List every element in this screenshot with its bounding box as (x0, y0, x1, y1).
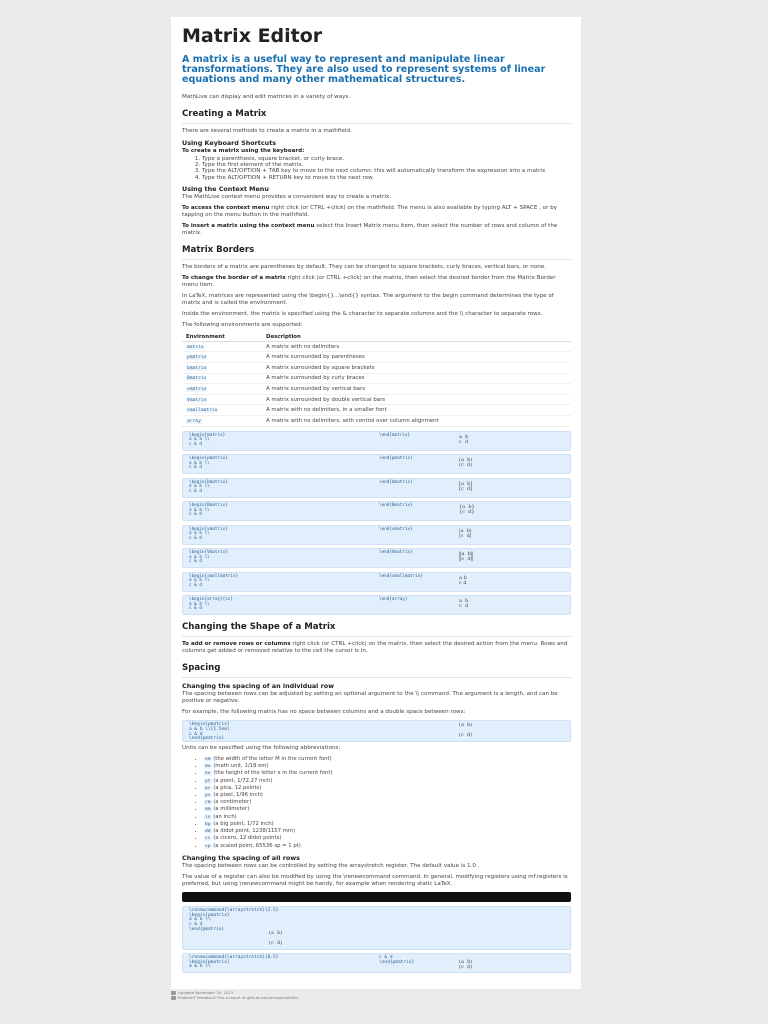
unit-code: pt (205, 778, 211, 784)
code-source: \begin{bmatrix} a & b \\ c & d (189, 479, 228, 494)
code-end: \end{Vmatrix} (379, 550, 413, 556)
list-item (204, 835, 571, 842)
environment-cell: bmatrix (182, 363, 262, 374)
rendered-matrix[interactable]: {a b} {c d} (459, 504, 475, 516)
rendered-matrix[interactable]: |a b| |c d| (459, 527, 472, 539)
units-intro: Units can be specified using the following abbreviations: (182, 745, 341, 752)
units-list (182, 756, 571, 850)
rendered-matrix[interactable]: (a b) (c d) (459, 457, 473, 469)
rendered-matrix[interactable]: [a b] [c d] (459, 480, 473, 492)
environment-cell: smallmatrix (182, 405, 262, 416)
unit-text: (a centimeter) (213, 799, 252, 806)
code-source: \begin{matrix} a & b \\ c & d (189, 432, 226, 447)
environment-cell: vmatrix (182, 384, 262, 395)
dark-bar (182, 892, 571, 902)
unit-text: (a big point, 1/72 inch) (213, 820, 274, 827)
unit-text: (a didot point, 1238/1157 mm) (213, 828, 296, 835)
shortcuts-label: To create a matrix using the keyboard: (182, 148, 305, 154)
feedback-text[interactable]: Problem? Feedback? File a report at github.com/arnog/mathlive (178, 995, 299, 1000)
environment-cell: Bmatrix (182, 373, 262, 384)
list-item (204, 778, 571, 785)
code-end: \end{Bmatrix} (379, 503, 413, 509)
unit-code: px (205, 793, 211, 799)
description-cell: A matrix surrounded by curly braces (262, 373, 571, 384)
rendered-matrix[interactable]: (a b) (c d) (459, 722, 473, 739)
list-item (204, 792, 571, 799)
all-rows-p1: The spacing between rows can be controlled by setting the arraystretch register. The default value is 1.0 . (182, 862, 480, 869)
step-item: 3. Type the ALT/OPTION + TAB key to move to the next column: this will automatically transform the expression into a matrix (202, 168, 571, 174)
spacing-heading: Spacing (182, 663, 221, 674)
table-row (182, 384, 571, 395)
shape-heading: Changing the Shape of a Matrix (182, 622, 336, 633)
step-item: 4. Type the ALT/OPTION + RETURN key to move to the next row. (202, 175, 571, 181)
list-item (204, 799, 571, 806)
creating-heading: Creating a Matrix (182, 109, 267, 119)
step-item: 2. Type the first element of the matrix. (202, 162, 571, 168)
list-item (204, 843, 571, 850)
code-source: \renewcommand{\arraystretch}{0.5} \begin{pmatrix} a & b \\ (189, 954, 279, 970)
code-end: \end{pmatrix} (379, 456, 413, 462)
unit-text: (a point, 1/72.27 inch) (213, 777, 273, 784)
rendered-matrix[interactable]: a b c d (459, 598, 469, 610)
list-item (204, 763, 571, 770)
code-source: \begin{vmatrix} a & b \\ c & d (189, 526, 228, 541)
list-item (204, 756, 571, 763)
code-example[interactable] (182, 953, 571, 973)
matrix-example[interactable] (182, 525, 571, 545)
code-source: \begin{Bmatrix} a & b \\ c & d (189, 503, 228, 518)
borders-p1: The borders of a matrix are parentheses by default. They can be changed to square brackets, curly braces, vertical bars, or none. (182, 263, 546, 270)
matrix-example[interactable] (182, 595, 571, 615)
rendered-matrix[interactable]: a b c d (459, 574, 467, 586)
code-source: \begin{array}{cc} a & b \\ c & d (189, 597, 233, 612)
context-text: The MathLive context menu provides a convenient way to create a matrix. (182, 193, 391, 200)
rendered-matrix[interactable]: (a b) (c d) (459, 958, 473, 970)
matrix-example[interactable] (182, 572, 571, 592)
context-insert-paragraph: To insert a matrix using the context menu select the Insert Matrix menu item, then select the number of rows and column of the matrix. (182, 222, 558, 236)
matrix-example[interactable] (182, 501, 571, 521)
unit-text: (a pica, 12 points) (213, 784, 262, 791)
unit-text: (the height of the letter x in the current font) (213, 770, 333, 777)
borders-p4: Inside the environment, the matrix is specified using the & character to separate columns and the \\ character to separate rows. (182, 310, 543, 317)
unit-text: (a cicero, 12 didot points) (213, 835, 282, 842)
unit-code: mm (205, 807, 211, 813)
unit-text: (math unit, 1/18 em) (213, 763, 269, 770)
borders-p2: To change the border of a matrix right click (or CTRL +click) on the matrix, then select the desired border from the Matrix Border menu item. (182, 274, 556, 288)
environment-cell: Vmatrix (182, 394, 262, 405)
description-cell: A matrix surrounded by square brackets (262, 363, 571, 374)
description-cell: A matrix with no delimiters, with control over column alignment (262, 415, 571, 426)
code-end: \end{vmatrix} (379, 526, 413, 532)
code-source: \begin{Vmatrix} a & b \\ c & d (189, 550, 228, 565)
list-item (204, 814, 571, 821)
shape-paragraph: To add or remove rows or columns right click (or CTRL +click) on the matrix, then select the desired action from the menu. Rows and columns get added or removed relative to the cell the cursor is in. (182, 641, 568, 655)
page-footer (171, 990, 299, 1000)
row-spacing-heading: Changing the spacing of an individual row (182, 682, 335, 691)
environment-cell: array (182, 415, 262, 426)
matrix-example[interactable] (182, 454, 571, 474)
list-item (204, 770, 571, 777)
list-item (204, 828, 571, 835)
code-example[interactable] (182, 720, 571, 742)
spacing-p1: The spacing between rows can be adjusted by setting an optional argument to the \\ command. The argument is a length, and can be positive or negative. (182, 691, 558, 705)
unit-code: bp (205, 821, 211, 827)
rendered-matrix[interactable]: a b c d (459, 433, 469, 445)
unit-text: (a pixel, 1/96 inch) (213, 792, 263, 799)
table-row (182, 363, 571, 374)
description-cell: A matrix surrounded by double vertical bars (262, 394, 571, 405)
creating-text: There are several methods to create a matrix in a mathfield. (182, 128, 352, 134)
all-rows-heading: Changing the spacing of all rows (182, 853, 300, 862)
context-heading: Using the Context Menu (182, 184, 269, 193)
code-example[interactable] (182, 906, 571, 950)
code-end: \end{array} (379, 597, 408, 603)
shortcut-steps (182, 156, 571, 181)
matrix-examples (182, 431, 571, 616)
unit-text: (a millimeter) (213, 806, 250, 813)
description-cell: A matrix surrounded by parentheses (262, 352, 571, 363)
code-source: \begin{pmatrix} a & b \\ c & d (189, 456, 228, 471)
table-row (182, 373, 571, 384)
matrix-example[interactable] (182, 548, 571, 568)
unit-code: pc (205, 785, 211, 791)
context-access-paragraph: To access the context menu right click (or CTRL +click) on the mathfield. The menu is also available by typing ALT + SPACE , or by tapping on the menu button in the mathfield. (182, 204, 558, 218)
unit-code: in (205, 814, 211, 820)
rendered-matrix[interactable]: ‖a b‖ ‖c d‖ (459, 551, 474, 563)
shortcuts-heading: Using Keyboard Shortcuts (182, 139, 277, 147)
description-cell: A matrix with no delimiters, in a smaller font (262, 405, 571, 416)
rendered-matrix[interactable]: (a b) (c d) (269, 929, 283, 946)
unit-text: (the width of the letter M in the current font) (213, 756, 332, 763)
intro-paragraph: MathLive can display and edit matrices in a variety of ways. (182, 94, 351, 100)
spacing-p2: For example, the following matrix has no space between columns and a double space between rows: (182, 709, 466, 716)
table-row (182, 405, 571, 416)
code-source: \renewcommand{\arraystretch}{2.5} \begin{pmatrix} a & b \\ c & d \end{pmatrix} (189, 907, 279, 932)
borders-heading: Matrix Borders (182, 244, 255, 255)
unit-code: dd (205, 829, 211, 835)
divider (182, 259, 571, 260)
lead-paragraph: A matrix is a useful way to represent and manipulate linear transformations. They are also used to represent systems of linear equations and many other mathematical structures. (182, 54, 546, 85)
matrix-example[interactable] (182, 478, 571, 498)
list-item (204, 806, 571, 813)
borders-p5: The following environments are supported: (182, 321, 303, 328)
description-cell: A matrix with no delimiters (262, 341, 571, 352)
table-row (182, 415, 571, 426)
code-end: \end{matrix} (379, 432, 411, 438)
table-row (182, 352, 571, 363)
divider (182, 636, 571, 637)
code-end: \end{smallmatrix} (379, 573, 423, 579)
unit-text: (a scaled point, 65536 sp = 1 pt) (213, 842, 301, 849)
code-end: \end{bmatrix} (379, 479, 413, 485)
list-item (204, 785, 571, 792)
document-page (171, 17, 581, 989)
updated-text: Updated November 30, 2023 (178, 990, 234, 995)
description-cell: A matrix surrounded by vertical bars (262, 384, 571, 395)
step-item: 1. Type a parenthesis, square bracket, or curly brace. (202, 156, 571, 162)
unit-code: em (205, 757, 211, 763)
unit-code: sp (205, 843, 211, 849)
list-item (204, 821, 571, 828)
divider (182, 677, 571, 678)
table-row (182, 341, 571, 352)
code-source: \begin{smallmatrix} a & b \\ c & d (189, 573, 239, 588)
unit-code: ex (205, 771, 211, 777)
matrix-example[interactable] (182, 431, 571, 451)
borders-p3: In LaTeX, matrices are represented using the \begin{}...\end{} syntax. The argument to the begin command determines the type of matrix and is called the environment. (182, 292, 554, 306)
environments-table (182, 333, 571, 427)
table-header: Description (262, 333, 571, 342)
code-source: c & d \end{pmatrix} (379, 954, 415, 965)
unit-text: (an inch) (213, 813, 237, 820)
environment-cell: matrix (182, 341, 262, 352)
all-rows-p2: The value of a register can also be modified by using the \renewcommand command. In general, modifying registers using mf.registers is preferred, but using \renewcommand might be handy, for example when rendering static LaTeX. (182, 873, 568, 887)
feedback-icon (171, 996, 176, 1000)
table-header: Environment (182, 333, 262, 342)
environment-cell: pmatrix (182, 352, 262, 363)
unit-code: mu (205, 764, 211, 770)
divider (182, 123, 571, 124)
unit-code: cc (205, 836, 211, 842)
code-source: \begin{pmatrix} a & b \\[1.5em] c & d \end{pmatrix} (189, 722, 230, 742)
page-title: Matrix Editor (182, 25, 323, 47)
unit-code: cm (205, 800, 211, 806)
table-row (182, 394, 571, 405)
